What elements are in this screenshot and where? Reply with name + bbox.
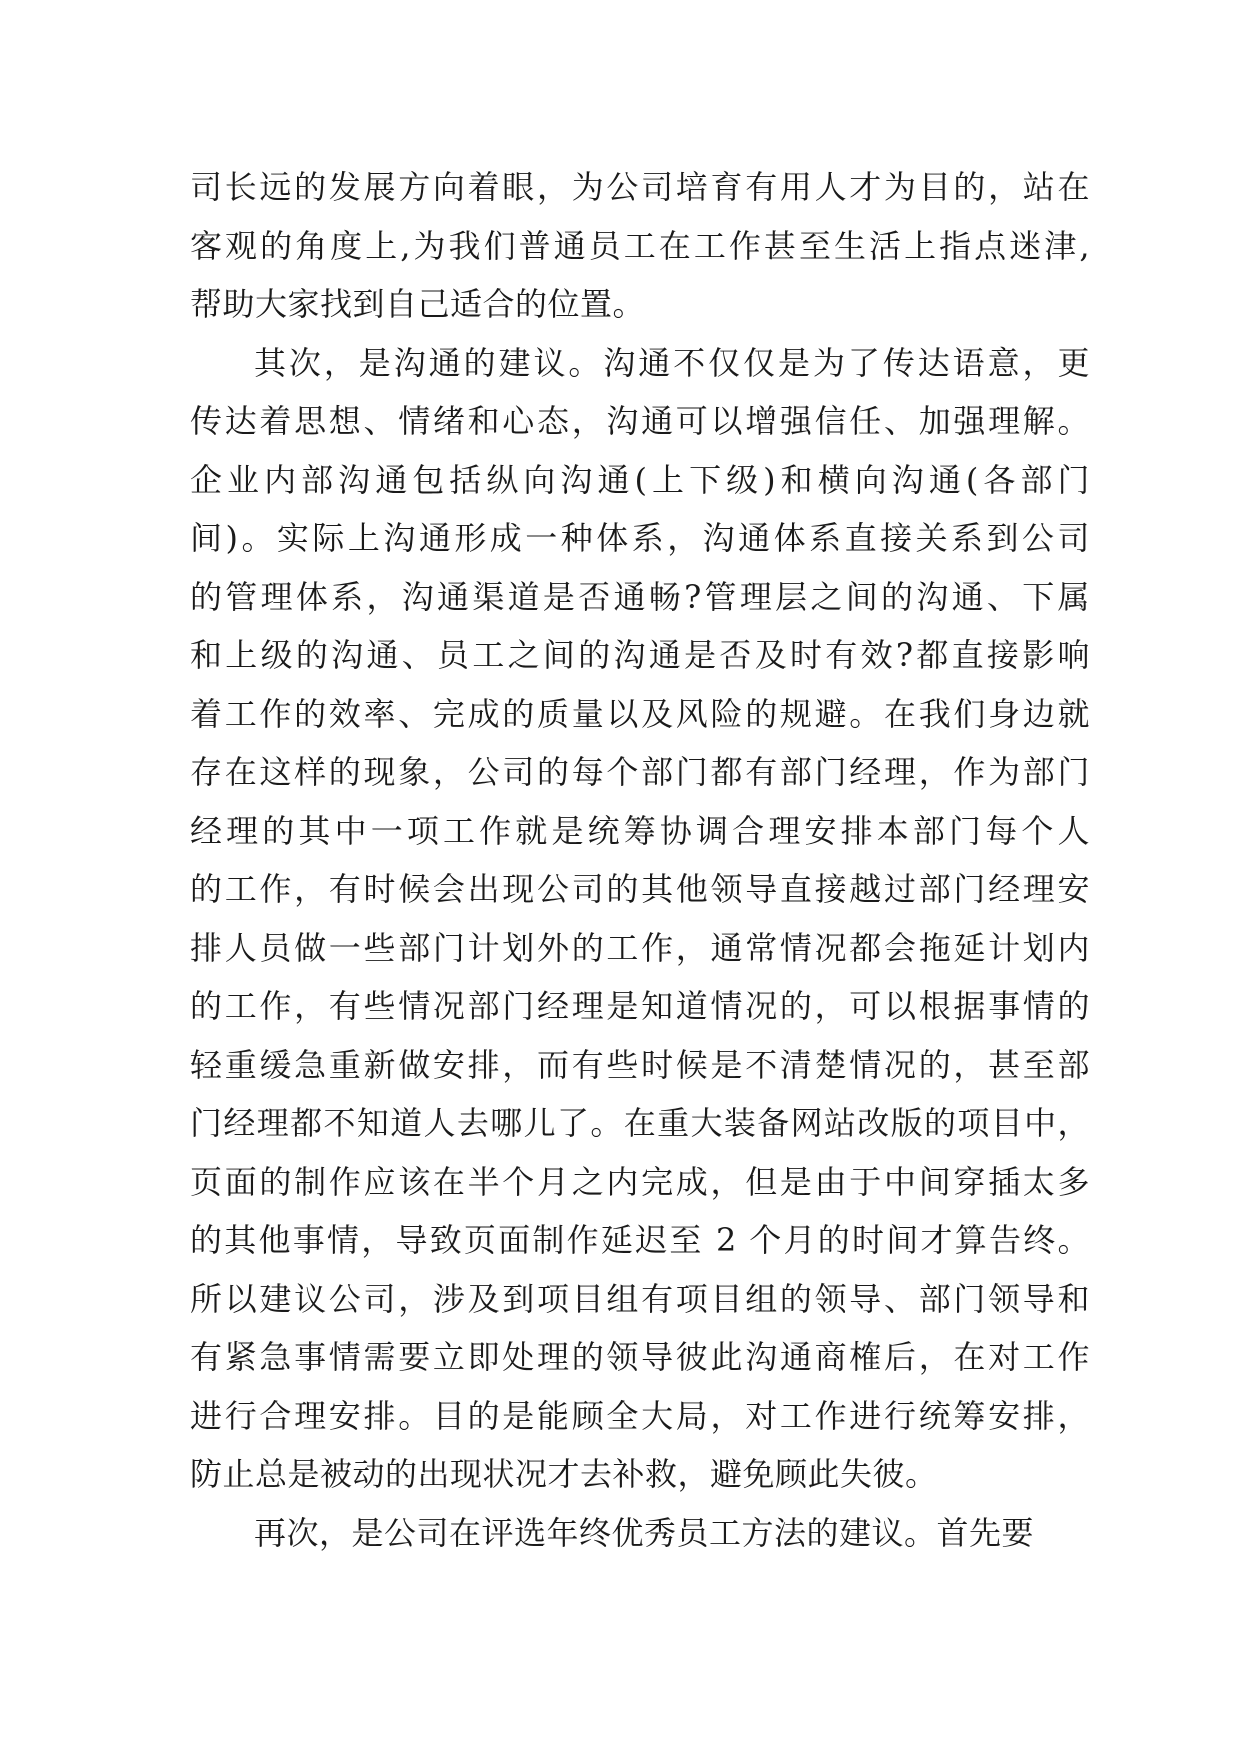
- text-line: 进行合理安排。目的是能顾全大局，对工作进行统筹安排，: [190, 1396, 1090, 1435]
- text-line: 间)。实际上沟通形成一种体系，沟通体系直接关系到公司: [190, 519, 1090, 557]
- text-line: 企业内部沟通包括纵向沟通(上下级)和横向沟通(各部门: [190, 460, 1090, 499]
- text-line: 的管理体系，沟通渠道是否通畅?管理层之间的沟通、下属: [190, 577, 1090, 616]
- text-line: 页面的制作应该在半个月之内完成，但是由于中间穿插太多: [190, 1162, 1090, 1201]
- text-line: 的工作，有些情况部门经理是知道情况的，可以根据事情的: [190, 987, 1090, 1025]
- text-line: 防止总是被动的出现状况才去补救，避免顾此失彼。: [190, 1455, 938, 1493]
- text-line: 存在这样的现象，公司的每个部门都有部门经理，作为部门: [190, 753, 1090, 791]
- text-line: 有紧急事情需要立即处理的领导彼此沟通商榷后，在对工作: [190, 1338, 1090, 1376]
- text-line: 再次，是公司在评选年终优秀员工方法的建议。首先要: [254, 1513, 1035, 1552]
- text-line: 轻重缓急重新做安排，而有些时候是不清楚情况的，甚至部: [190, 1045, 1090, 1084]
- text-line: 门经理都不知道人去哪儿了。在重大装备网站改版的项目中，: [190, 1104, 1090, 1142]
- text-line: 客观的角度上,为我们普通员工在工作甚至生活上指点迷津,: [190, 226, 1090, 265]
- text-line: 排人员做一些部门计划外的工作，通常情况都会拖延计划内: [190, 928, 1090, 967]
- text-line: 帮助大家找到自己适合的位置。: [190, 285, 646, 323]
- text-line: 的其他事情，导致页面制作延迟至 2 个月的时间才算告终。: [190, 1221, 1090, 1259]
- text-line: 和上级的沟通、员工之间的沟通是否及时有效?都直接影响: [190, 636, 1090, 674]
- text-line: 的工作，有时候会出现公司的其他领导直接越过部门经理安: [190, 870, 1090, 908]
- text-line: 所以建议公司，涉及到项目组有项目组的领导、部门领导和: [190, 1279, 1090, 1318]
- text-line: 着工作的效率、完成的质量以及风险的规避。在我们身边就: [190, 694, 1090, 733]
- text-line: 经理的其中一项工作就是统筹协调合理安排本部门每个人: [190, 811, 1090, 850]
- body-text: [190, 158, 1090, 1562]
- text-line: 传达着思想、情绪和心态，沟通可以增强信任、加强理解。: [190, 402, 1090, 440]
- text-line: 司长远的发展方向着眼，为公司培育有用人才为目的，站在: [190, 168, 1090, 206]
- text-line: 其次，是沟通的建议。沟通不仅仅是为了传达语意，更: [254, 343, 1090, 382]
